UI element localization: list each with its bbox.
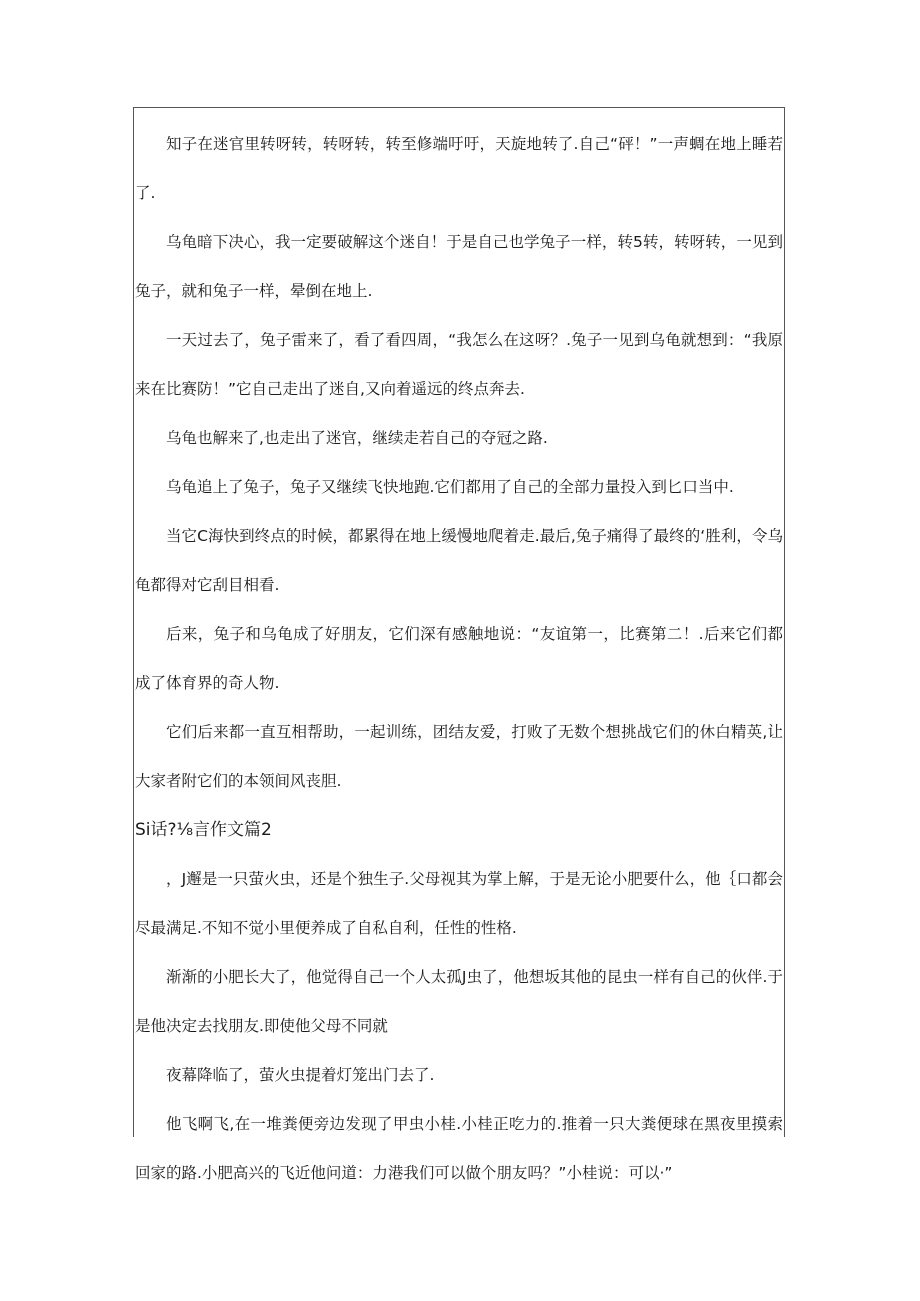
paragraph: 后来，兔子和乌龟成了好朋友，它们深有感触地说：“友谊第一，比赛第二！.后来它们都成了体育界的奇人物.: [135, 625, 783, 692]
paragraph: 他飞啊飞,在一堆粪便旁边发现了甲虫小桂.小桂正吃力的.推着一只大粪便球在黑夜里摸索回家的路.小肥高兴的飞近他问道：力港我们可以做个朋友吗？”小桂说：可以·”: [135, 1115, 783, 1182]
page-frame: [133, 107, 785, 1182]
paragraph: 当它C海快到终点的时候，都累得在地上缓慢地爬着走.最后,兔子痛得了最终的‘胜利，令乌龟都得对它刮目相看.: [135, 527, 783, 594]
paragraph: 夜幕降临了，萤火虫提着灯笼出门去了.: [166, 1066, 435, 1084]
paragraph: 乌龟暗下决心，我一定要破解这个迷自！于是自己也学兔子一样，转5转，转呀转，一见到兔子，就和兔子一样，晕倒在地上.: [135, 233, 783, 300]
paragraph: 知子在迷官里转呀转，转呀转，转至修端吁吁，天旋地转了.自己“砰！”一声蜩在地上睡若了.: [135, 135, 783, 202]
paragraph: 渐渐的小肥长大了，他觉得自己一个人太孤J虫了，他想坂其他的昆虫一样有自己的伙伴.于是他决定去找朋友.即使他父母不同就: [135, 968, 783, 1035]
paragraph: 一天过去了，兔子雷来了，看了看四周，“我怎么在这呀？.兔子一见到乌龟就想到：“我原来在比赛防！”它自己走出了迷自,又向着遥远的终点奔去.: [135, 331, 783, 398]
paragraph: ，J邂是一只萤火虫，还是个独生子.父母视其为掌上解，于是无论小肥要什么，他｛口都会尽最满足.不知不觉小里便养成了自私自利，任性的性格.: [135, 870, 783, 937]
paragraph: 乌龟也解来了,也走出了迷官，继续走若自己的夺冠之路.: [166, 429, 548, 447]
document-body: [135, 108, 783, 1198]
paragraph: 它们后来都一直互相帮助，一起训练，团结友爱，打败了无数个想挑战它们的休白精英,让大家者附它们的本领间风丧胆.: [135, 723, 783, 790]
section-heading: Si话?⅛言作文篇2: [135, 820, 272, 840]
paragraph: 乌龟追上了兔子，兔子又继续飞快地跑.它们都用了自己的全部力量投入到匕口当中.: [166, 478, 734, 496]
